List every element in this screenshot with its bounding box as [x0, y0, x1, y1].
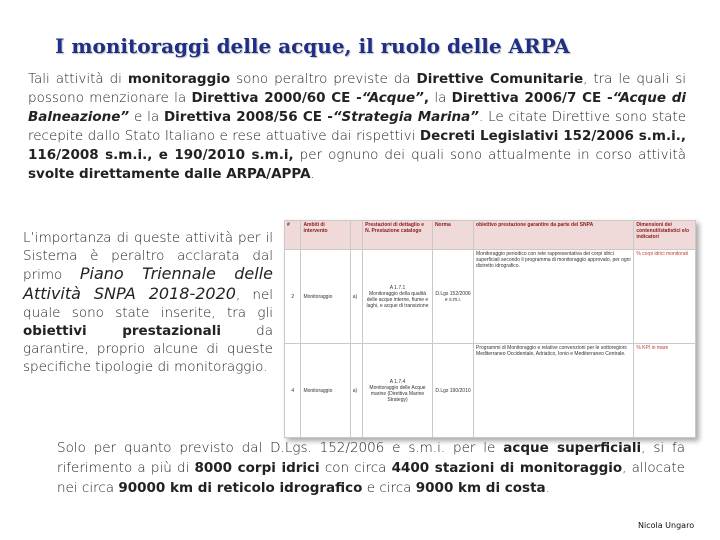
table-header-cell: # [285, 221, 301, 250]
paragraph-snpa-plan: L’importanza di queste attività per il Sistema è peraltro acclarata dal primo Piano Triennale delle Attività SNPA 2018-2020, nel quale sono state inserite, tra gli obiettivi prestazionali da garantire, proprio alcune di queste specifiche tipologie di monitoraggio. [23, 230, 274, 376]
table-header-cell: Dimensioni dei contenuti/statistici e/o indicatori [634, 221, 696, 250]
table-cell: D.Lgs 152/2006 e s.m.i. [432, 250, 473, 344]
table-cell: % KPI in mare [634, 344, 696, 438]
table-cell: 4 [285, 344, 301, 438]
table-cell [363, 344, 433, 438]
table-cell: % corpi idrici monitorati [634, 250, 696, 344]
author-name: Nicola Ungaro [638, 521, 695, 530]
table-header-cell [350, 221, 362, 250]
table-cell-desc: Monitoraggio delle Acque marine (Direttiva Marine Strategy) [369, 384, 426, 403]
table-header-cell: obiettivo prestazione garantire da parte del SNPA [474, 221, 634, 250]
table-cell: Monitoraggio [301, 250, 350, 344]
table-header-row [285, 221, 696, 250]
table-cell-desc: Monitoraggio della qualità delle acque interne, fiume e laghi, e acque di transizione [366, 290, 429, 309]
table-header-cell: Prestazioni di dettaglio e N. Prestazione catalogo [363, 221, 433, 250]
table-row [285, 250, 696, 344]
table-cell [363, 250, 433, 344]
paragraph-surface-waters: Solo per quanto previsto dal D.Lgs. 152/2006 e s.m.i. per le acque superficiali, si fa riferimento a più di 8000 corpi idrici con circa 4400 stazioni di monitoraggio, allocate nei circa 90000 km di reticolo idrografico e circa 9000 km di costa. [57, 440, 685, 496]
table-row [285, 344, 696, 438]
table-cell: Monitoraggio periodico con rete rappresentativa dei corpi idrici superficiali secondo il programma di monitoraggio approvato, per ogni distretto idrografico. [474, 250, 634, 344]
table-image [284, 220, 696, 438]
table-header-cell: Ambiti di intervento [301, 221, 350, 250]
table-cell: a) [350, 344, 362, 438]
table-cell: a) [350, 250, 362, 344]
table-header-cell: Norma [432, 221, 473, 250]
table-cell: Programmi di Monitoraggio e relative convenzioni per le sottoregioni Mediterraneo Occidentale, Adriatico, Ionio e Mediterraneo Centrale. [474, 344, 634, 438]
slide-title: I monitoraggi delle acque, il ruolo delle ARPA [55, 34, 570, 58]
table-cell: D.Lgs 190/2010 [432, 344, 473, 438]
table-cell-code: A 1.7.1 [389, 284, 406, 291]
table-cell: Monitoraggio [301, 344, 350, 438]
table-cell: 2 [285, 250, 301, 344]
table-cell-code: A 1.7.4 [389, 378, 406, 385]
paragraph-directives: Tali attività di monitoraggio sono peraltro previste da Direttive Comunitarie, tra le quali si possono menzionare la Direttiva 2000/60 CE -“Acque”, la Direttiva 2006/7 CE -“Acque di Balneazione” e la Direttiva 2008/56 CE -“Strategia Marina”. Le citate Direttive sono state recepite dallo Stato Italiano e rese attuative dai rispettivi Decreti Legislativi 152/2006 s.m.i., 116/2008 s.m.i., e 190/2010 s.m.i, per ognuno dei quali sono attualmente in corso attività svolte direttamente dalle ARPA/APPA. [28, 71, 687, 182]
